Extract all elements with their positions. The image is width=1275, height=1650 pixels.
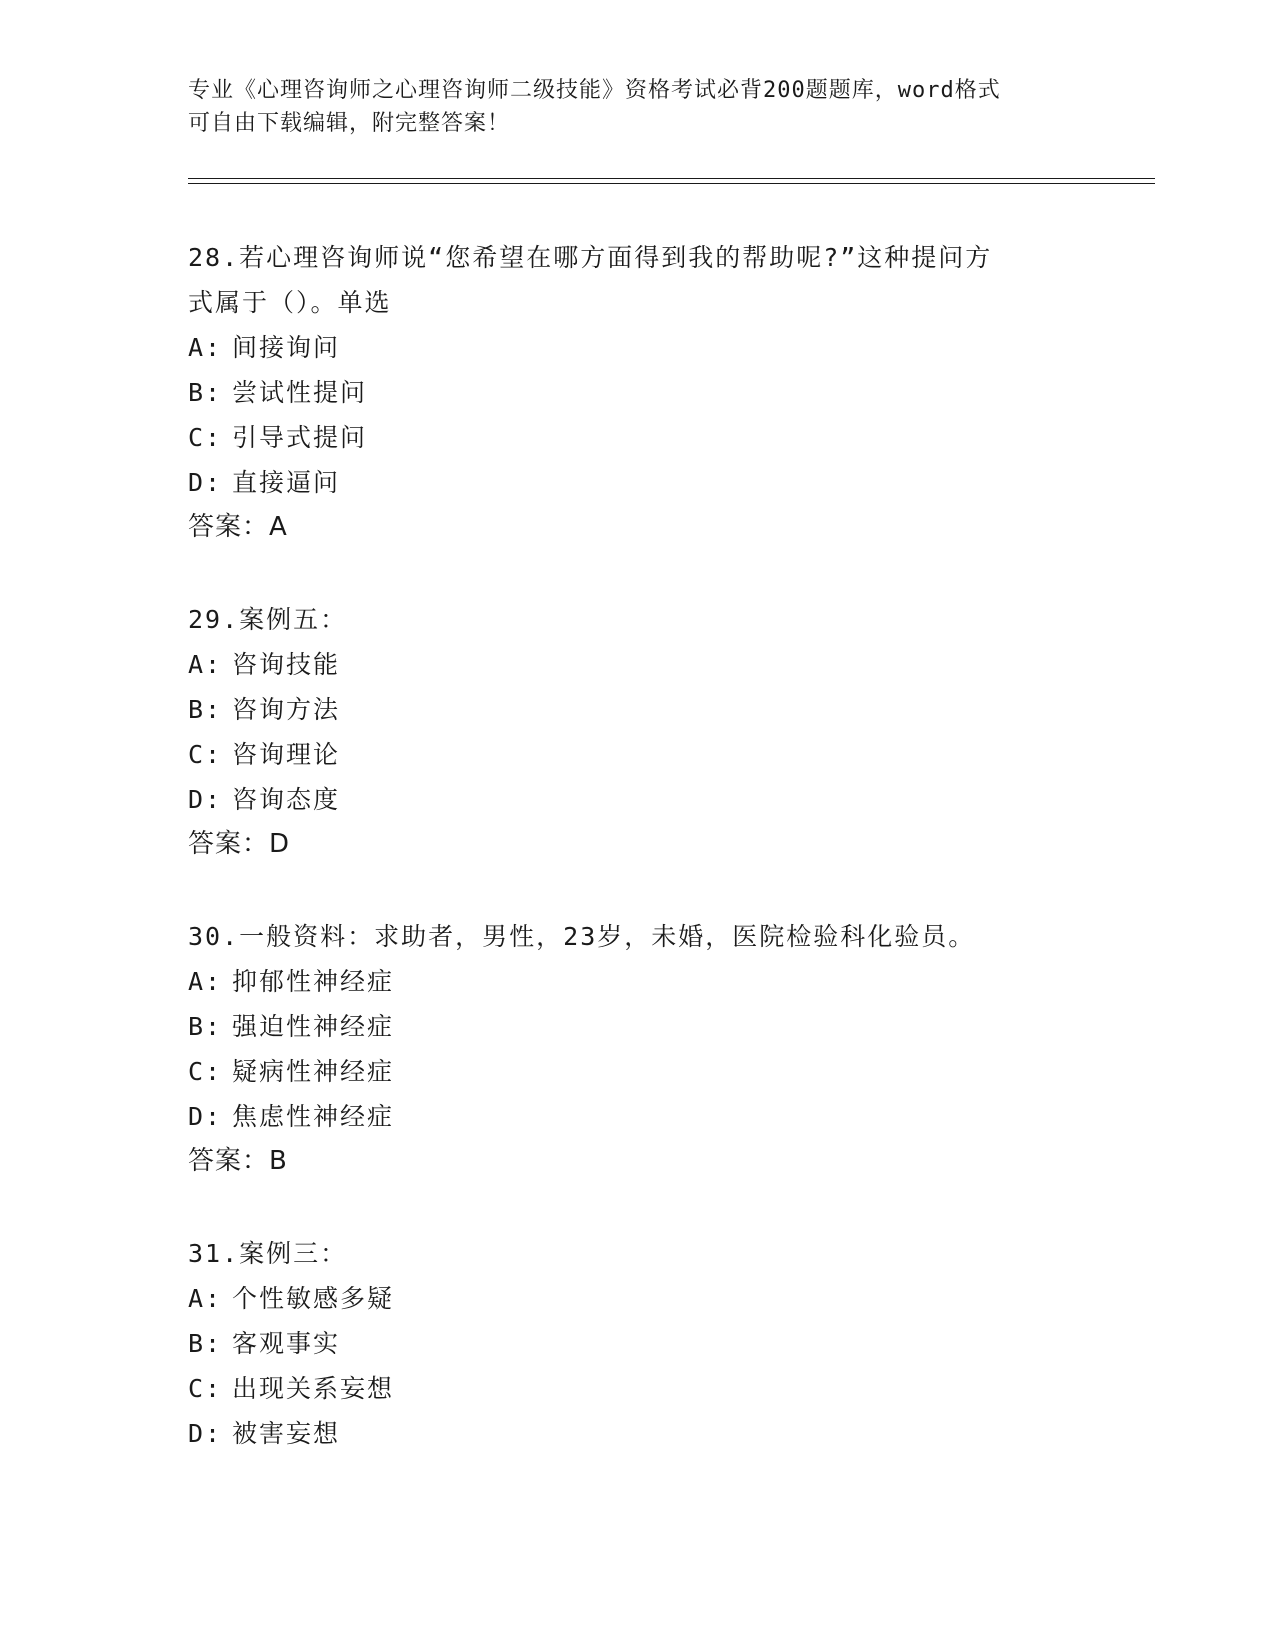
option-text: 引导式提问 xyxy=(232,423,368,452)
option-c xyxy=(188,415,1088,460)
option-b xyxy=(188,1004,1088,1049)
option-key: A: xyxy=(188,650,223,679)
option-text: 尝试性提问 xyxy=(232,378,368,407)
option-key: B: xyxy=(188,1012,223,1041)
option-c xyxy=(188,732,1088,777)
option-key: A: xyxy=(188,333,223,362)
option-b xyxy=(188,1321,1088,1366)
answer-label: 答案：D xyxy=(188,829,291,859)
question-stem xyxy=(188,597,1088,642)
option-text: 咨询理论 xyxy=(232,740,341,769)
option-key: C: xyxy=(188,1057,223,1086)
option-text: 咨询技能 xyxy=(232,650,341,679)
question-31 xyxy=(188,1231,1088,1456)
option-key: C: xyxy=(188,423,223,452)
question-list xyxy=(188,235,1088,1456)
option-key: C: xyxy=(188,1374,223,1403)
header-title-line-1: 专业《心理咨询师之心理咨询师二级技能》资格考试必背200题题库，word格式 xyxy=(188,78,1001,103)
option-c xyxy=(188,1366,1088,1411)
option-d xyxy=(188,1094,1088,1139)
question-28 xyxy=(188,235,1088,550)
question-stem xyxy=(188,235,1088,325)
option-a xyxy=(188,1276,1088,1321)
question-stem xyxy=(188,914,1088,959)
option-d xyxy=(188,1411,1088,1456)
option-key: A: xyxy=(188,967,223,996)
question-spacer xyxy=(188,1184,1088,1231)
option-key: D: xyxy=(188,468,223,497)
option-text: 出现关系妄想 xyxy=(232,1374,395,1403)
option-key: B: xyxy=(188,378,223,407)
option-text: 抑郁性神经症 xyxy=(232,967,395,996)
option-a xyxy=(188,325,1088,370)
option-text: 强迫性神经症 xyxy=(232,1012,395,1041)
option-text: 客观事实 xyxy=(232,1329,341,1358)
option-text: 直接逼问 xyxy=(232,468,341,497)
option-text: 被害妄想 xyxy=(232,1419,341,1448)
option-a xyxy=(188,642,1088,687)
header-title-line-2: 可自由下载编辑，附完整答案！ xyxy=(188,111,511,136)
option-key: D: xyxy=(188,1102,223,1131)
answer-label: 答案：A xyxy=(188,512,288,542)
option-d xyxy=(188,460,1088,505)
option-text: 焦虑性神经症 xyxy=(232,1102,395,1131)
question-stem-line-2: 式属于（）。单选 xyxy=(188,288,392,317)
header-divider-bottom xyxy=(188,183,1155,184)
option-d xyxy=(188,777,1088,822)
question-stem-line-1: 28.若心理咨询师说“您希望在哪方面得到我的帮助呢?”这种提问方 xyxy=(188,243,993,272)
option-key: B: xyxy=(188,1329,223,1358)
option-key: D: xyxy=(188,785,223,814)
header-divider-top xyxy=(188,178,1155,179)
option-text: 间接询问 xyxy=(232,333,341,362)
option-key: A: xyxy=(188,1284,223,1313)
question-stem-line-1: 30.一般资料：求助者，男性，23岁，未婚，医院检验科化验员。 xyxy=(188,922,976,951)
option-b xyxy=(188,370,1088,415)
option-b xyxy=(188,687,1088,732)
option-key: B: xyxy=(188,695,223,724)
option-text: 咨询态度 xyxy=(232,785,341,814)
option-text: 疑病性神经症 xyxy=(232,1057,395,1086)
question-29 xyxy=(188,597,1088,867)
option-text: 个性敏感多疑 xyxy=(232,1284,395,1313)
option-text: 咨询方法 xyxy=(232,695,341,724)
document-header xyxy=(188,74,1068,140)
question-spacer xyxy=(188,550,1088,597)
question-stem-line-1: 31.案例三： xyxy=(188,1239,348,1268)
option-c xyxy=(188,1049,1088,1094)
answer-label: 答案：B xyxy=(188,1146,288,1176)
question-stem-line-1: 29.案例五： xyxy=(188,605,348,634)
question-30 xyxy=(188,914,1088,1184)
question-spacer xyxy=(188,867,1088,914)
option-key: C: xyxy=(188,740,223,769)
option-key: D: xyxy=(188,1419,223,1448)
question-stem xyxy=(188,1231,1088,1276)
option-a xyxy=(188,959,1088,1004)
